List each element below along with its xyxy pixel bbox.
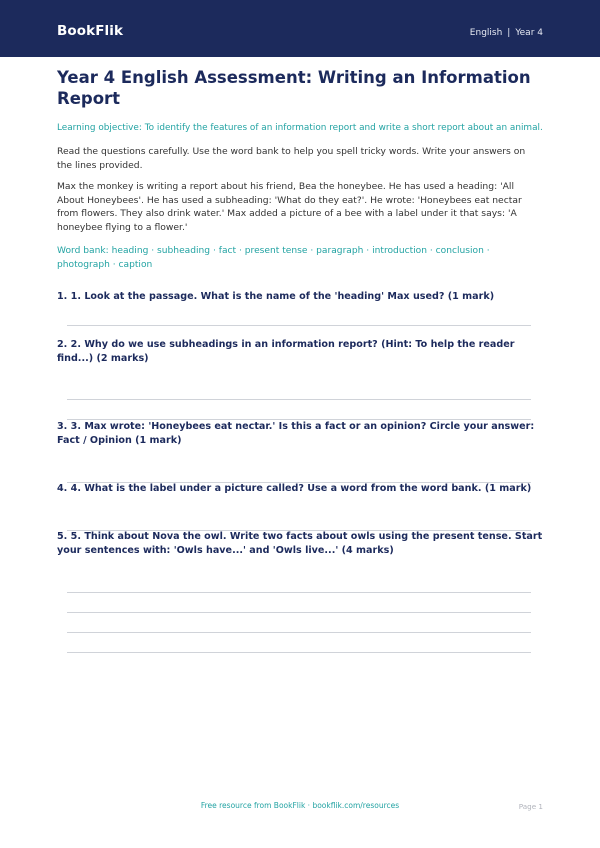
answer-line[interactable] — [67, 325, 531, 326]
answer-line[interactable] — [67, 632, 531, 633]
question-5: 5. 5. Think about Nova the owl. Write two facts about owls using the present tense. Start your sentences with: 'Owls have...' and 'Owls live...' (4 marks) — [57, 531, 543, 556]
question-4: 4. 4. What is the label under a picture called? Use a word from the word bank. (1 mark) — [57, 483, 532, 494]
question-1: 1. 1. Look at the passage. What is the name of the 'heading' Max used? (1 mark) — [57, 291, 495, 302]
page-number: Page 1 — [518, 802, 543, 811]
learning-objective: Learning objective: To identify the features of an information report and write a short report about an animal. — [57, 123, 543, 133]
meta-separator: | — [507, 28, 511, 38]
answer-line[interactable] — [67, 399, 531, 400]
year-label: Year 4 — [515, 28, 543, 38]
question-2: 2. 2. Why do we use subheadings in an information report? (Hint: To help the reader find...) (2 marks) — [57, 339, 515, 364]
word-bank: Word bank: heading · subheading · fact · present tense · paragraph · introduction · conclusion · photograph · caption — [57, 246, 490, 270]
page-header — [0, 0, 600, 57]
subject-year-label — [470, 27, 543, 39]
page-title: Year 4 English Assessment: Writing an Information Report — [57, 68, 531, 108]
answer-line[interactable] — [67, 592, 531, 593]
answer-line[interactable] — [67, 612, 531, 613]
footer-credit[interactable]: Free resource from BookFlik · bookflik.com/resources — [200, 801, 400, 810]
brand-logo[interactable]: BookFlik — [57, 23, 124, 39]
question-3: 3. 3. Max wrote: 'Honeybees eat nectar.' Is this a fact or an opinion? Circle your answer: Fact / Opinion (1 mark) — [57, 421, 535, 446]
instructions-text: Read the questions carefully. Use the word bank to help you spell tricky words. Write your answers on the lines provided. — [57, 146, 526, 171]
answer-line[interactable] — [67, 652, 531, 653]
reading-passage: Max the monkey is writing a report about his friend, Bea the honeybee. He has used a heading: 'All About Honeybees'. He has used a subheading: 'What do they eat?'. He wrote: 'Honeybees eat nectar from flowers. They also drink water.' Max added a picture of a bee with a label under it that says: 'A honeybee flying to a flower.' — [57, 181, 522, 233]
subject-label: English — [469, 28, 503, 38]
